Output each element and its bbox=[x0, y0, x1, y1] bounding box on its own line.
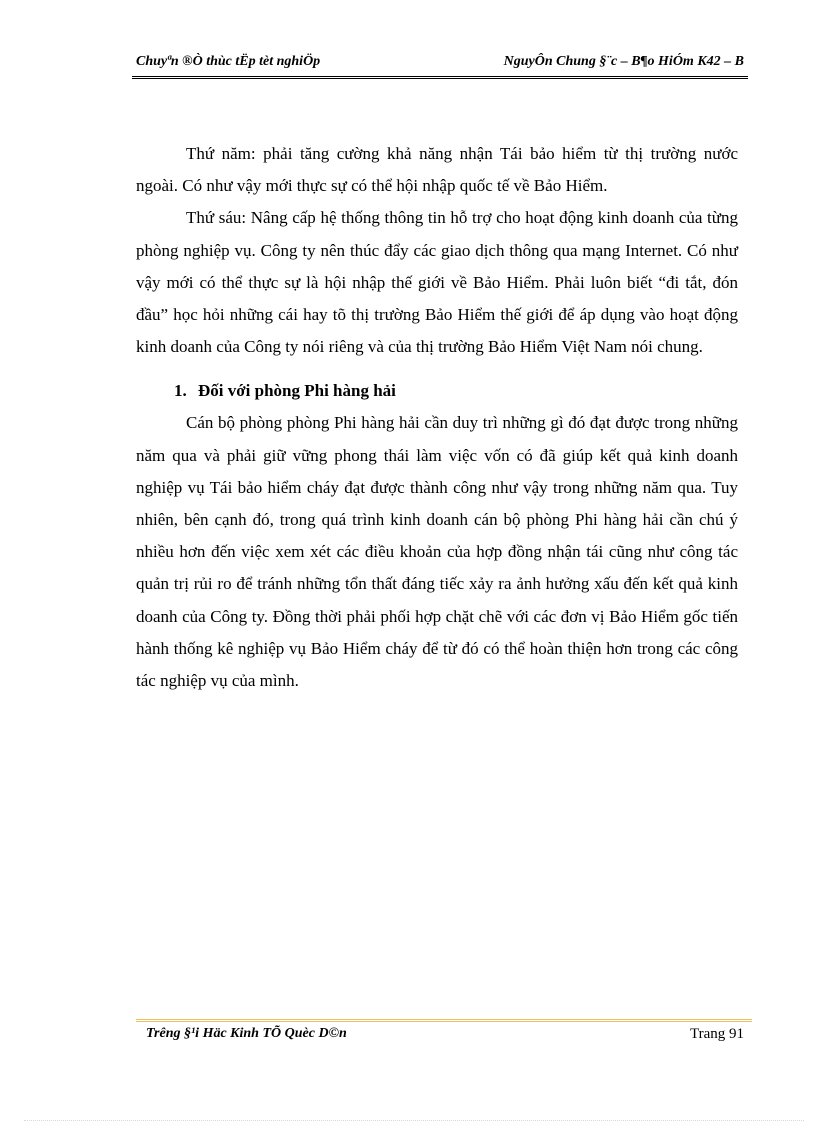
section-title: Đối với phòng Phi hàng hải bbox=[198, 381, 396, 401]
section-heading bbox=[136, 375, 738, 407]
page-edge bbox=[24, 1120, 804, 1121]
page-header bbox=[132, 52, 746, 74]
paragraph-thu-nam: Thứ năm: phải tăng cường khả năng nhận Tái bảo hiểm từ thị trường nước ngoài. Có như vậy mới thực sự có thể hội nhập quốc tế về Bảo Hiểm. bbox=[136, 144, 738, 196]
page-footer bbox=[136, 1024, 746, 1048]
paragraph-thu-sau: Thứ sáu: Nâng cấp hệ thống thông tin hỗ trợ cho hoạt động kinh doanh của từng phòng nghiệp vụ. Công ty nên thúc đẩy các giao dịch thông qua mạng Internet. Có như vậy mới có thể thực sự là hội nhập thế giới về Bảo Hiểm. Phải luôn biết “đi tắt, đón đầu” học hỏi những cái hay tõ thị trường Bảo Hiểm thế giới để áp dụng vào hoạt động kinh doanh của Công ty nói riêng và của thị trường Bảo Hiểm Việt Nam nói chung. bbox=[136, 208, 738, 357]
header-author: NguyÔn Chung §¨c – B¶o HiÓm K42 – B bbox=[503, 54, 744, 69]
section-number: 1. bbox=[174, 381, 187, 401]
document-body bbox=[136, 138, 738, 697]
page-number: Trang 91 bbox=[689, 1026, 744, 1042]
footer-university: Trêng §¹i Häc Kinh TÕ Quèc D©n bbox=[146, 1026, 347, 1041]
header-document-title: Chuyªn ®Ò thùc tËp tèt nghiÖp bbox=[136, 54, 321, 69]
section-paragraph: Cán bộ phòng phòng Phi hàng hải cần duy trì những gì đó đạt được trong những năm qua và phải giữ vững phong thái làm việc vốn có đã giúp kết quả kinh doanh nghiệp vụ Tái bảo hiểm cháy đạt được thành công như vậy trong những năm qua. Tuy nhiên, bên cạnh đó, trong quá trình kinh doanh cán bộ phòng Phi hàng hải cần chú ý nhiều hơn đến việc xem xét các điều khoản của hợp đồng nhận tái cũng như công tác quản trị rủi ro để tránh những tổn thất đáng tiếc xảy ra ảnh hưởng xấu đến kết quả kinh doanh của Công ty. Đồng thời phải phối hợp chặt chẽ với các đơn vị Bảo Hiểm gốc tiến hành thống kê nghiệp vụ Bảo Hiểm cháy để từ đó có thể hoàn thiện hơn trong các công tác nghiệp vụ của mình. bbox=[136, 413, 738, 691]
footer-divider bbox=[136, 1019, 752, 1022]
header-divider bbox=[132, 76, 748, 79]
